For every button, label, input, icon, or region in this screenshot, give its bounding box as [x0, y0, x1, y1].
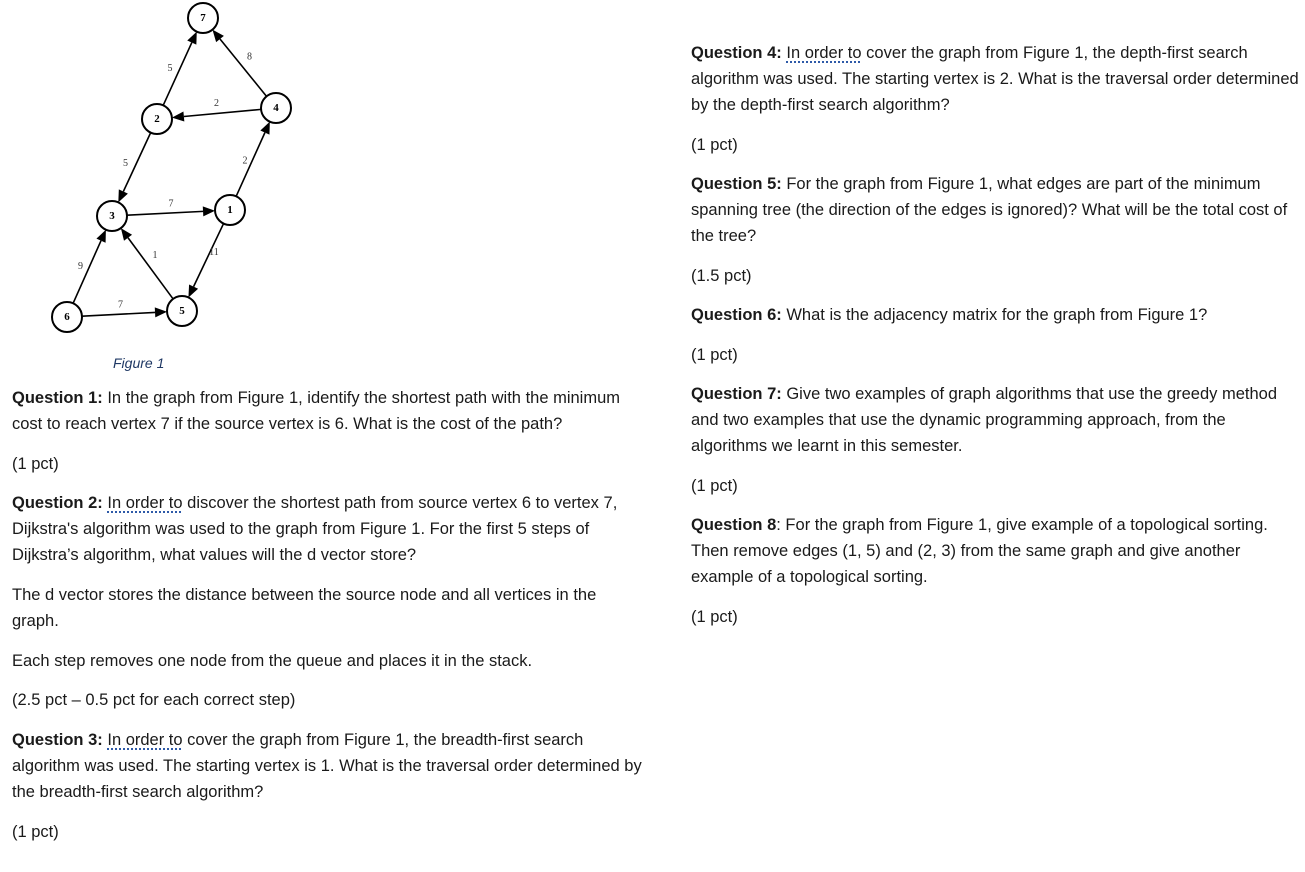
- question-4-title: Question 4:: [691, 44, 782, 62]
- question-8: [691, 512, 1303, 590]
- edge-weight-2-7: 5: [167, 63, 173, 74]
- edge-line-6-5: [82, 312, 155, 316]
- edge-weight-3-1: 7: [168, 198, 174, 210]
- question-2-text: discover the shortest path from source vertex 6 to vertex 7, Dijkstra's algorithm was used to the graph from Figure 1. For the first 5 steps of Dijkstra’s algorithm, what values will the d vector store?: [12, 494, 618, 564]
- question-2-title: Question 2:: [12, 494, 103, 512]
- node-4: [261, 93, 291, 123]
- question-6-title: Question 6:: [691, 306, 782, 324]
- question-3-grammar-mark[interactable]: In order to: [107, 731, 183, 749]
- question-2-grammar-mark[interactable]: In order to: [107, 494, 183, 512]
- question-5-text: For the graph from Figure 1, what edges are part of the minimum spanning tree (the direction of the edges is ignored)? What will be the total cost of the tree?: [691, 175, 1288, 245]
- question-1-text: In the graph from Figure 1, identify the shortest path with the minimum cost to reach vertex 7 if the source vertex is 6. What is the cost of the path?: [12, 389, 621, 433]
- right-column: [691, 40, 1303, 643]
- edge-4-2: [172, 98, 261, 121]
- edge-2-7: [163, 32, 197, 106]
- question-1: [12, 385, 642, 437]
- arrow-head-5-3: [121, 228, 132, 241]
- node-1: [215, 195, 245, 225]
- node-label-5: 5: [179, 305, 185, 317]
- question-4-grammar-mark[interactable]: In order to: [786, 44, 862, 62]
- left-column: [12, 385, 642, 858]
- node-7: [188, 3, 218, 33]
- edge-line-4-7: [220, 39, 267, 96]
- question-4-text: cover the graph from Figure 1, the depth-first search algorithm was used. The starting vertex is 2. What is the traversal order determined by the depth-first search algorithm?: [691, 44, 1299, 114]
- edge-weight-6-5: 7: [118, 299, 123, 311]
- edge-line-1-4: [236, 133, 265, 197]
- edge-weight-4-2: 2: [214, 98, 219, 109]
- node-label-6: 6: [64, 311, 70, 323]
- edge-4-7: [212, 30, 266, 97]
- node-label-7: 7: [200, 12, 206, 24]
- question-2-points: (2.5 pct – 0.5 pct for each correct step): [12, 691, 296, 709]
- edge-line-5-3: [128, 238, 173, 299]
- edge-weight-1-5: 11: [209, 247, 219, 258]
- node-6: [52, 302, 82, 332]
- node-label-4: 4: [273, 102, 279, 114]
- question-6: [691, 302, 1303, 328]
- edge-6-3: [73, 230, 106, 304]
- question-8-text: : For the graph from Figure 1, give example of a topological sorting. Then remove edges (1, 5) and (2, 3) from the same graph and give another example of a topological sorting.: [691, 516, 1268, 586]
- question-7-text: Give two examples of graph algorithms that use the greedy method and two examples that use the dynamic programming approach, from the algorithms we learnt in this semester.: [691, 385, 1278, 455]
- question-7-title: Question 7:: [691, 385, 782, 403]
- arrow-head-6-5: [155, 307, 167, 317]
- figure-caption: Figure 1: [113, 355, 165, 371]
- question-2-note-1: The d vector stores the distance between the source node and all vertices in the graph.: [12, 586, 597, 630]
- question-7: [691, 381, 1303, 459]
- question-5-title: Question 5:: [691, 175, 782, 193]
- question-8-points: (1 pct): [691, 608, 738, 626]
- edge-weight-5-3: 1: [152, 250, 158, 261]
- question-3-text: cover the graph from Figure 1, the breadth-first search algorithm was used. The starting vertex is 1. What is the traversal order determined by the breadth-first search algorithm?: [12, 731, 642, 801]
- question-2: [12, 490, 642, 568]
- question-4-points: (1 pct): [691, 136, 738, 154]
- edge-1-5: [188, 224, 223, 298]
- question-1-title: Question 1:: [12, 389, 103, 407]
- question-4: [691, 40, 1303, 118]
- node-5: [167, 296, 197, 326]
- arrow-head-3-1: [203, 206, 215, 216]
- question-2-note-2: Each step removes one node from the queue and places it in the stack.: [12, 652, 533, 670]
- graph-figure: [40, 0, 310, 345]
- question-6-points: (1 pct): [691, 346, 738, 364]
- question-1-points: (1 pct): [12, 455, 59, 473]
- node-2: [142, 104, 172, 134]
- question-8-title: Question 8: [691, 516, 777, 534]
- edge-weight-2-3: 5: [123, 158, 128, 169]
- question-6-text: What is the adjacency matrix for the graph from Figure 1?: [781, 306, 1208, 324]
- arrow-head-4-7: [212, 30, 223, 42]
- node-label-2: 2: [154, 113, 160, 125]
- edge-1-4: [236, 122, 270, 197]
- node-3: [97, 201, 127, 231]
- edge-2-3: [118, 133, 150, 203]
- arrow-head-4-2: [172, 112, 184, 122]
- edge-line-3-1: [127, 211, 203, 215]
- edge-weight-4-7: 8: [247, 51, 252, 63]
- node-label-1: 1: [227, 204, 233, 216]
- edge-weight-1-4: 2: [242, 155, 248, 167]
- question-3: [12, 727, 642, 805]
- question-5-points: (1.5 pct): [691, 267, 752, 285]
- question-3-title: Question 3:: [12, 731, 103, 749]
- edge-weight-6-3: 9: [78, 261, 83, 272]
- graph-svg: [40, 0, 310, 345]
- question-3-points: (1 pct): [12, 823, 59, 841]
- node-label-3: 3: [109, 210, 115, 222]
- edge-5-3: [121, 228, 173, 299]
- edge-line-4-2: [184, 109, 261, 116]
- edge-3-1: [127, 199, 215, 217]
- edge-6-5: [82, 300, 167, 318]
- question-7-points: (1 pct): [691, 477, 738, 495]
- question-5: [691, 171, 1303, 249]
